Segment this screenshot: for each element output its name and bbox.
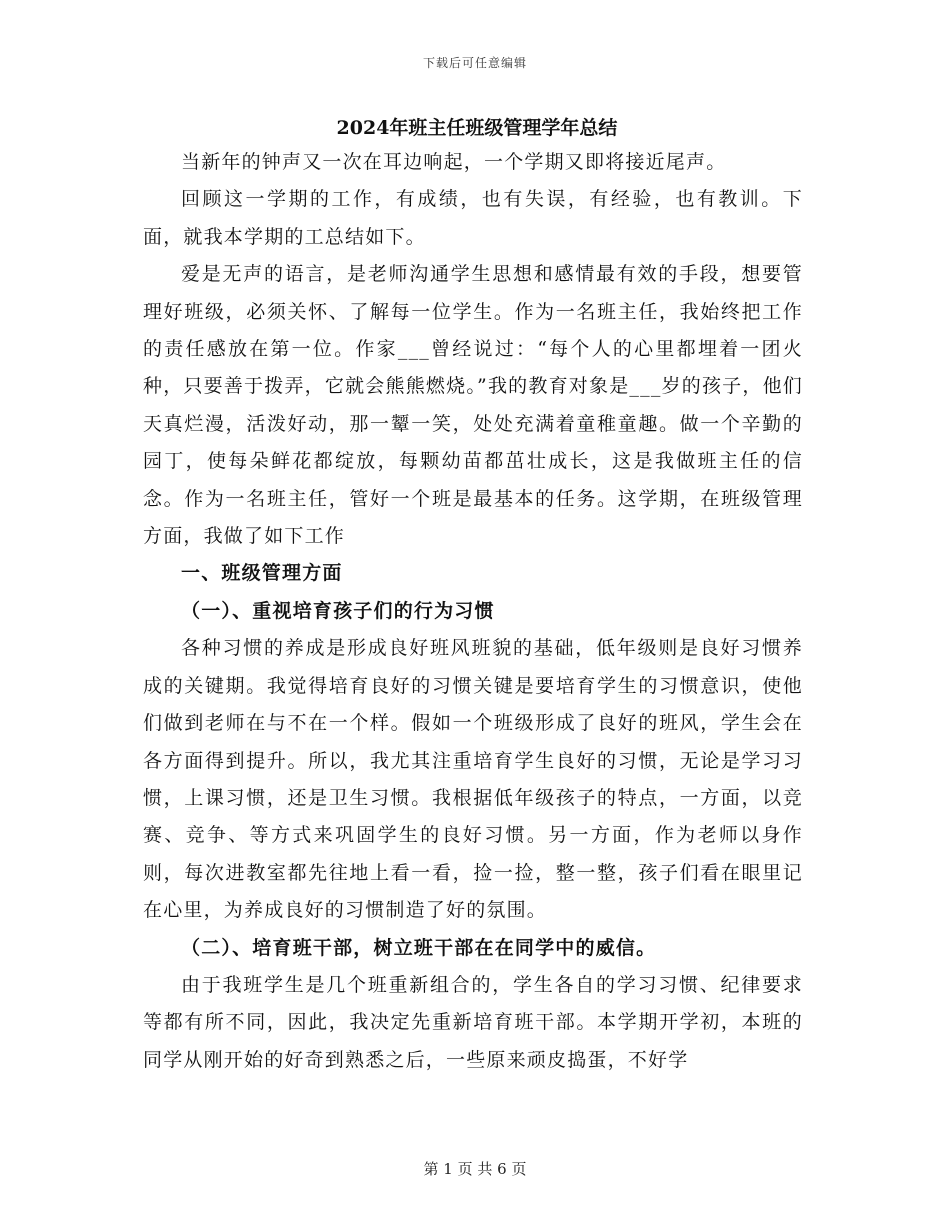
subsection-heading-class-cadres: （二）、培育班干部，树立班干部在在同学中的威信。 [181, 936, 657, 959]
paragraph-love: 爱是无声的语言，是老师沟通学生思想和感情最有效的手段，想要管理好班级，必须关怀、了解每一位学生。作为一名班主任，我始终把工作的责任感放在第一位。作家___曾经说过：“每个人的心里都埋着一团火种，只要善于拨弄，它就会熊熊燃烧。”我的教育对象是___岁的孩子，他们天真烂漫，活泼好动，那一颦一笑，处处充满着童稚童趣。做一个辛勤的园丁，使每朵鲜花都绽放，每颗幼苗都茁壮成长，这是我做班主任的信念。作为一名班主任，管好一个班是最基本的任务。这学期，在班级管理方面，我做了如下工作 [143, 263, 803, 548]
document-body [143, 112, 803, 1079]
section-heading-class-management: 一、班级管理方面 [181, 562, 343, 585]
paragraph-intro: 当新年的钟声又一次在耳边响起，一个学期又即将接近尾声。 [181, 151, 727, 173]
header-note: 下载后可任意编辑 [422, 56, 527, 70]
paragraph-review: 回顾这一学期的工作，有成绩，也有失误，有经验，也有教训。下面，就我本学期的工总结如下。 [143, 188, 803, 248]
document-title: 2024年班主任班级管理学年总结 [336, 117, 618, 139]
page-footer: 第 1 页 共 6 页 [423, 1160, 527, 1178]
subsection-heading-habits: （一）、重视培育孩子们的行为习惯 [181, 599, 495, 622]
paragraph-habits: 各种习惯的养成是形成良好班风班貌的基础，低年级则是良好习惯养成的关键期。我觉得培育良好的习惯关键是要培育学生的习惯意识，使他们做到老师在与不在一个样。假如一个班级形成了良好的班风，学生会在各方面得到提升。所以，我尤其注重培育学生良好的习惯，无论是学习习惯，上课习惯，还是卫生习惯。我根据低年级孩子的特点，一方面，以竞赛、竞争、等方式来巩固学生的良好习惯。另一方面，作为老师以身作则，每次进教室都先往地上看一看，捡一捡，整一整，孩子们看在眼里记在心里，为养成良好的习惯制造了好的氛围。 [143, 637, 803, 922]
paragraph-class-cadres: 由于我班学生是几个班重新组合的，学生各自的学习习惯、纪律要求等都有所不同，因此，我决定先重新培育班干部。本学期开学初，本班的同学从刚开始的好奇到熟悉之后，一些原来顽皮捣蛋，不好学 [143, 973, 803, 1071]
